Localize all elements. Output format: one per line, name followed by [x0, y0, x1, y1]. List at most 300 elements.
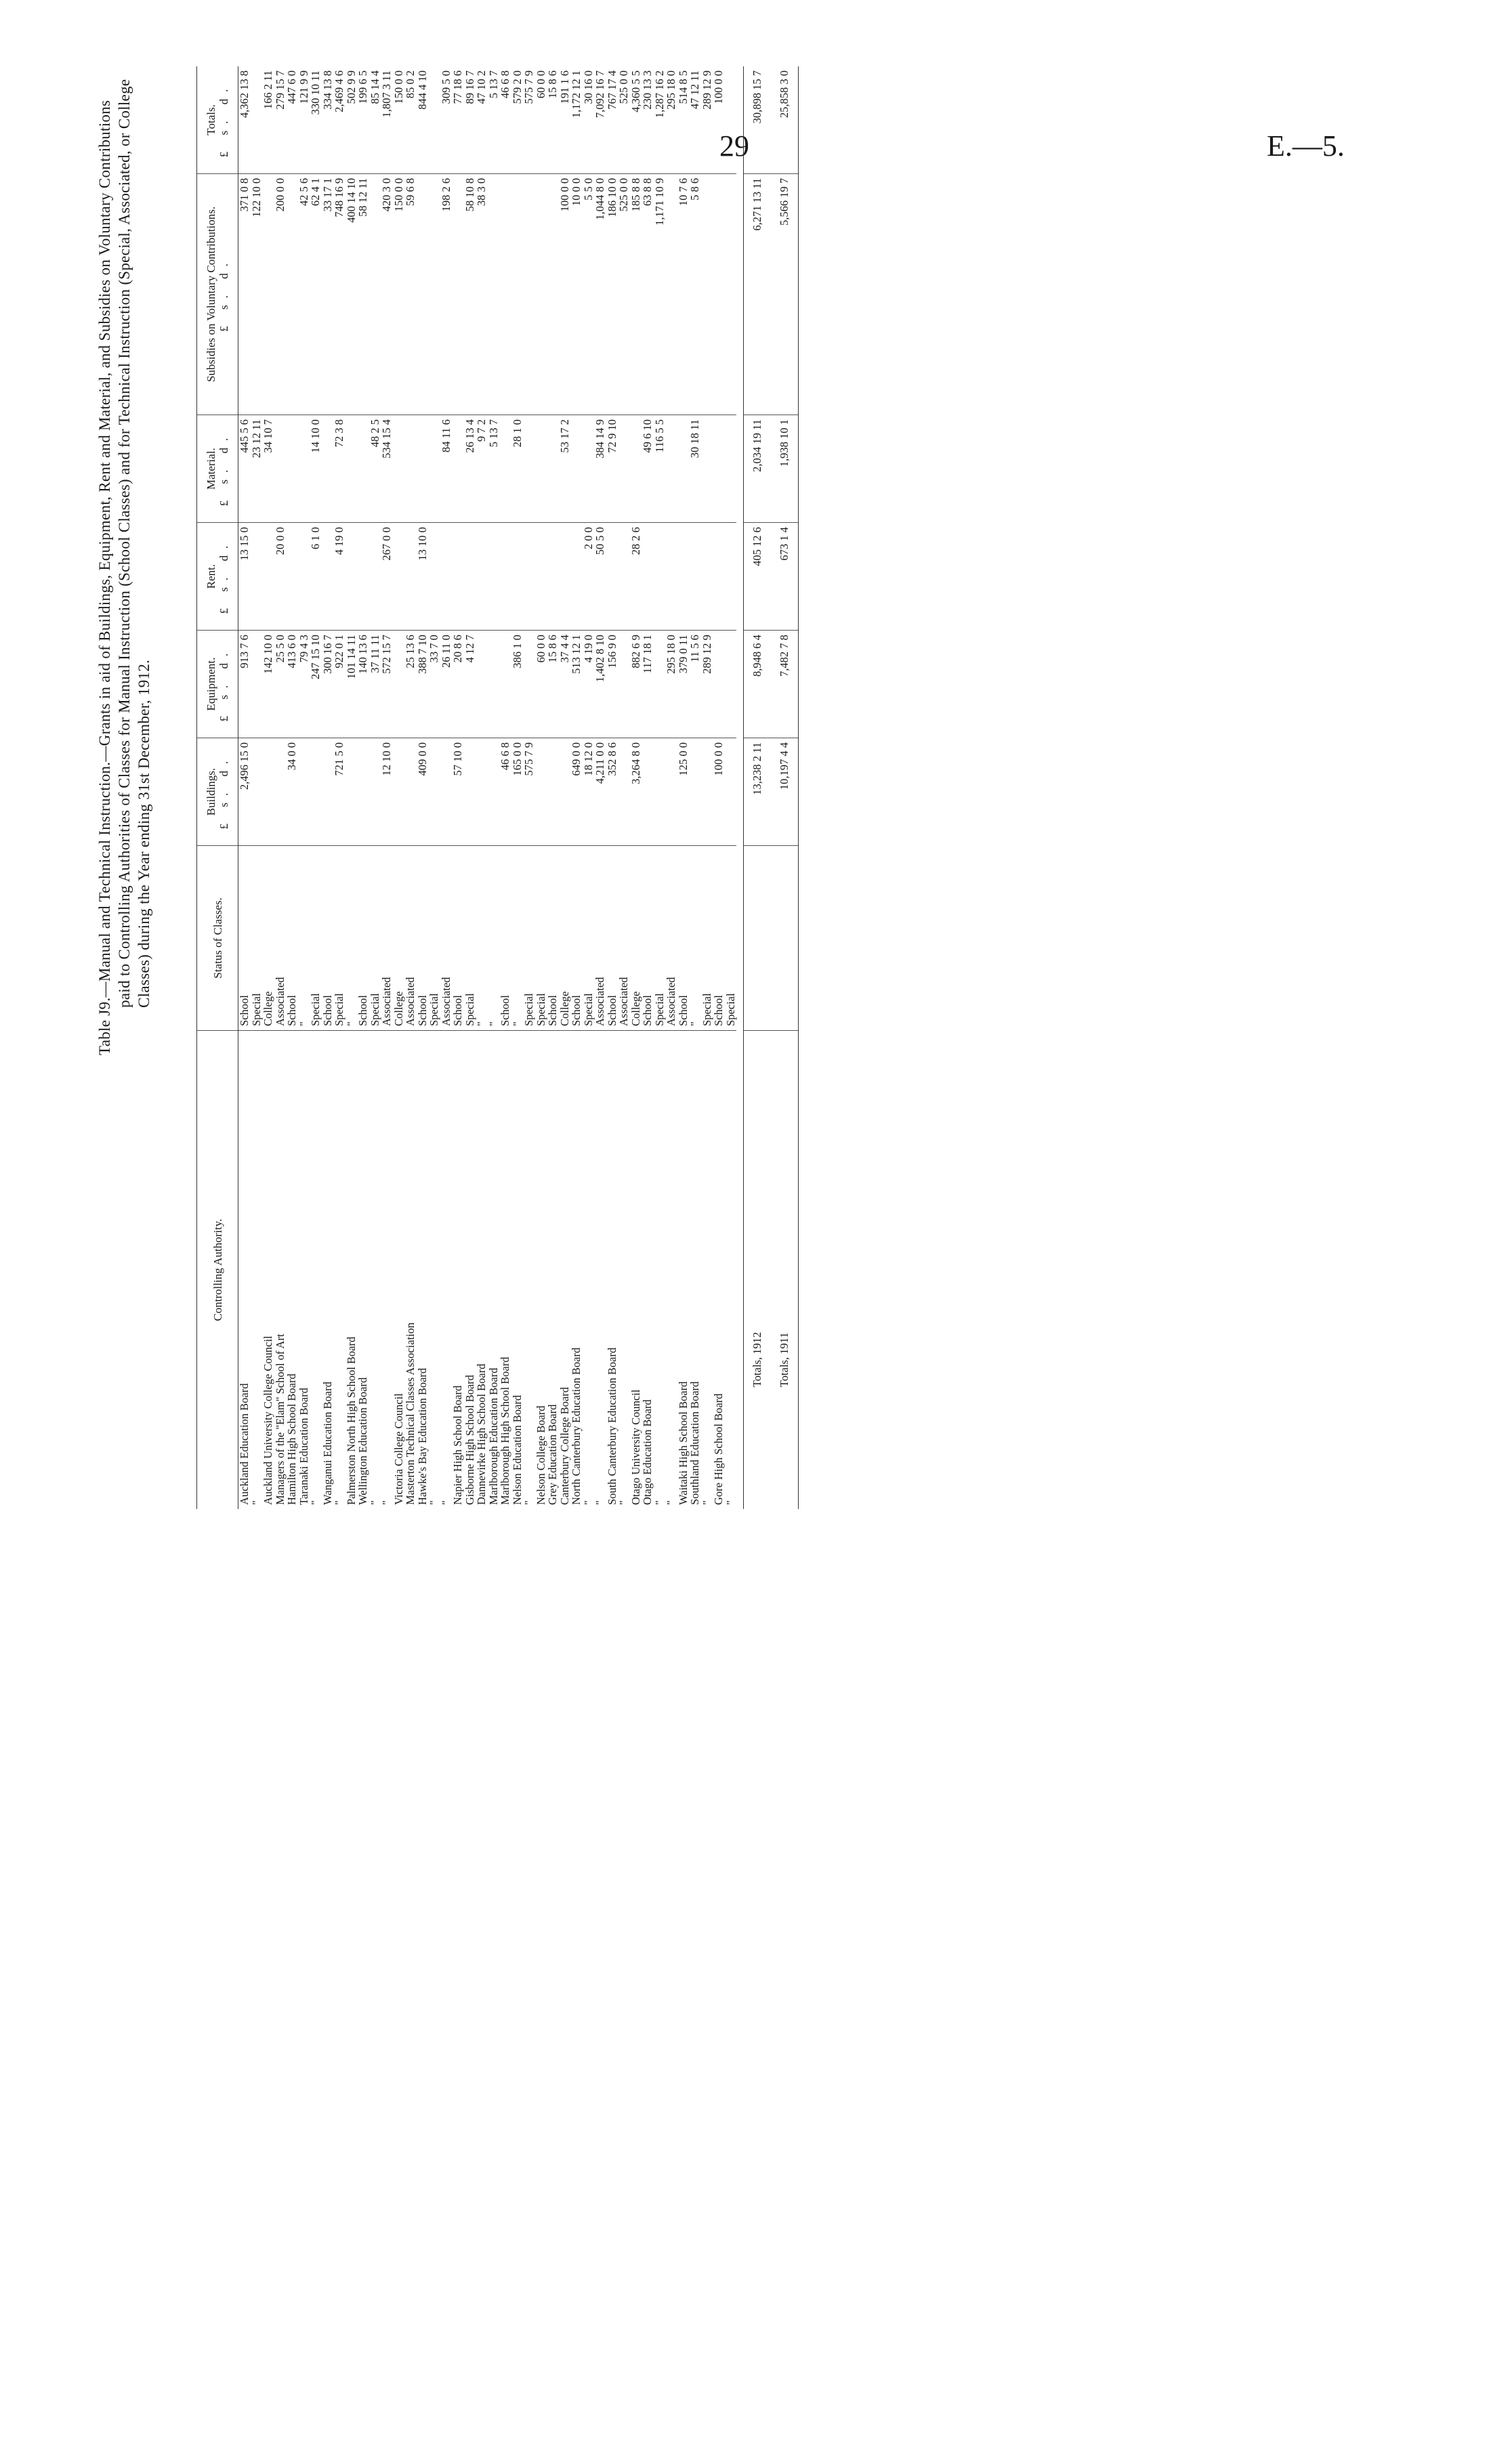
cell-equipment: 513 12 1 [570, 631, 583, 738]
cell-equipment: 37 11 11 [369, 631, 381, 738]
cell-total: 166 2 11 [262, 66, 274, 173]
table-row [642, 66, 654, 1509]
cell-buildings: 165 0 0 [511, 738, 524, 846]
cell-total: 4,362 13 8 [238, 66, 251, 173]
table-row [630, 66, 642, 1509]
cell-total: 330 10 11 [310, 66, 322, 173]
cell-rent [393, 523, 405, 631]
cell-subsidies: 122 10 0 [251, 173, 263, 415]
table-row [238, 66, 251, 1509]
cell-rent [665, 523, 677, 631]
cell-authority: Hawke's Bay Education Board [415, 1367, 429, 1505]
cell-rent [713, 523, 725, 631]
cell-equipment: 60 0 0 [535, 631, 547, 738]
cell-total: 85 0 2 [404, 66, 417, 173]
cell-buildings [298, 738, 310, 846]
cell-material: 14 10 0 [310, 415, 322, 523]
table-row [523, 66, 535, 1509]
cell-material [404, 415, 417, 523]
cell-material [417, 415, 429, 523]
cell-authority: Auckland University College Council [261, 1336, 274, 1505]
cell-authority: " [368, 1500, 381, 1505]
cell-subsidies: 186 10 0 [606, 173, 618, 415]
table-row [464, 66, 476, 1509]
cell-subsidies [547, 173, 559, 415]
cell-status: Special [464, 846, 476, 1031]
cell-equipment: 922 0 1 [333, 631, 345, 738]
cell-status: Special [701, 846, 713, 1031]
cell-rent [298, 523, 310, 631]
total-material: 1,938 10 1 [771, 415, 799, 523]
cell-rent [404, 523, 417, 631]
table-row [583, 66, 595, 1509]
cell-status: Special [725, 846, 737, 1031]
cell-subsidies: 63 8 8 [642, 173, 654, 415]
cell-status: College [630, 846, 642, 1031]
cell-authority: Hamilton High School Board [285, 1374, 298, 1505]
cell-subsidies: 10 7 6 [677, 173, 690, 415]
cell-equipment: 25 13 6 [404, 631, 417, 738]
cell-subsidies: 58 10 8 [464, 173, 476, 415]
cell-rent [286, 523, 298, 631]
cell-status: Special [310, 846, 322, 1031]
cell-rent [642, 523, 654, 631]
cell-equipment [618, 631, 630, 738]
total-buildings: 10,197 4 4 [771, 738, 799, 846]
cell-total: 5 13 7 [488, 66, 500, 173]
cell-buildings: 4,211 0 0 [594, 738, 606, 846]
cell-authority: Southland Education Board [688, 1381, 701, 1505]
cell-total: 85 14 4 [369, 66, 381, 173]
table-row [381, 66, 393, 1509]
cell-equipment [725, 631, 737, 738]
cell-rent [559, 523, 571, 631]
cell-subsidies: 400 14 10 [345, 173, 358, 415]
cell-equipment: 295 18 0 [665, 631, 677, 738]
cell-material: 48 2 5 [369, 415, 381, 523]
cell-material: 384 14 9 [594, 415, 606, 523]
cell-authority: Napier High School Board [451, 1385, 464, 1505]
cell-rent [689, 523, 701, 631]
cell-status: School [547, 846, 559, 1031]
cell-material [713, 415, 725, 523]
cell-buildings [393, 738, 405, 846]
cell-authority: " [581, 1500, 595, 1505]
cell-rent: 6 1 0 [310, 523, 322, 631]
cell-total: 844 4 10 [417, 66, 429, 173]
cell-buildings [428, 738, 440, 846]
cell-total: 575 7 9 [523, 66, 535, 173]
cell-subsidies [701, 173, 713, 415]
cell-authority: Palmerston North High School Board [344, 1336, 358, 1505]
header-subsidies: Subsidies on Voluntary Contributions. £ s. d. [197, 173, 238, 415]
cell-rent [701, 523, 713, 631]
cell-material: 445 5 6 [238, 415, 251, 523]
cell-authority: " [700, 1500, 713, 1505]
table-row [345, 66, 358, 1509]
cell-buildings [345, 738, 358, 846]
cell-total: 15 8 6 [547, 66, 559, 173]
cell-authority: " [249, 1500, 263, 1505]
cell-material: 53 17 2 [559, 415, 571, 523]
cell-material [570, 415, 583, 523]
cell-total: 1,287 16 2 [654, 66, 666, 173]
cell-subsidies [428, 173, 440, 415]
cell-rent [499, 523, 511, 631]
cell-total: 121 9 9 [298, 66, 310, 173]
cell-buildings [665, 738, 677, 846]
cell-buildings [618, 738, 630, 846]
table-row [547, 66, 559, 1509]
cell-buildings [310, 738, 322, 846]
cell-equipment [654, 631, 666, 738]
cell-material [535, 415, 547, 523]
cell-subsidies [262, 173, 274, 415]
cell-authority: " [309, 1500, 322, 1505]
cell-total: 199 6 5 [357, 66, 369, 173]
cell-authority: Managers of the "Elam" School of Art [273, 1334, 287, 1505]
table-row [322, 66, 334, 1509]
cell-buildings [725, 738, 737, 846]
cell-equipment: 101 14 11 [345, 631, 358, 738]
cell-buildings [701, 738, 713, 846]
cell-equipment: 37 4 4 [559, 631, 571, 738]
cell-equipment [499, 631, 511, 738]
cell-authority: Dannevirke High School Board [475, 1363, 488, 1505]
table-row [262, 66, 274, 1509]
header-row [197, 66, 238, 1509]
cell-material: 116 5 5 [654, 415, 666, 523]
cell-buildings [547, 738, 559, 846]
cell-rent: 28 2 6 [630, 523, 642, 631]
cell-material [583, 415, 595, 523]
cell-material [665, 415, 677, 523]
cell-rent [428, 523, 440, 631]
cell-total: 100 0 0 [713, 66, 725, 173]
table-row [440, 66, 453, 1509]
table-row [274, 66, 287, 1509]
cell-equipment: 289 12 9 [701, 631, 713, 738]
cell-buildings [274, 738, 287, 846]
cell-status: School [322, 846, 334, 1031]
cell-buildings: 2,496 15 0 [238, 738, 251, 846]
cell-total: 767 17 4 [606, 66, 618, 173]
cell-rent: 4 19 0 [333, 523, 345, 631]
cell-buildings: 46 6 8 [499, 738, 511, 846]
cell-status: School [452, 846, 464, 1031]
cell-buildings [357, 738, 369, 846]
cell-status: Special [535, 846, 547, 1031]
total-subsidies: 5,566 19 7 [771, 173, 799, 415]
cell-equipment [523, 631, 535, 738]
cell-equipment: 140 13 6 [357, 631, 369, 738]
cell-status: Associated [404, 846, 417, 1031]
spacer-row [736, 66, 744, 1509]
cell-authority: Gore High School Board [712, 1393, 725, 1505]
cell-authority: " [522, 1500, 535, 1505]
cell-buildings: 3,264 8 0 [630, 738, 642, 846]
cell-equipment: 300 16 7 [322, 631, 334, 738]
cell-equipment: 25 5 0 [274, 631, 287, 738]
cell-authority: Waitaki High School Board [676, 1381, 690, 1505]
table-row [689, 66, 701, 1509]
cell-authority: South Canterbury Education Board [605, 1347, 618, 1505]
cell-subsidies [725, 173, 737, 415]
cell-total: 46 6 8 [499, 66, 511, 173]
cell-authority: Taranaki Education Board [297, 1388, 310, 1505]
cell-status: School [677, 846, 690, 1031]
cell-status: School [499, 846, 511, 1031]
cell-subsidies: 5 8 6 [689, 173, 701, 415]
total-authority: Totals, 1911 [771, 1031, 799, 1510]
table-row [369, 66, 381, 1509]
cell-total: 230 13 3 [642, 66, 654, 173]
cell-equipment: 15 8 6 [547, 631, 559, 738]
cell-material [345, 415, 358, 523]
cell-total [251, 66, 263, 173]
cell-authority: Victoria College Council [392, 1393, 405, 1505]
cell-authority: " [439, 1500, 453, 1505]
cell-total: 47 10 2 [476, 66, 488, 173]
cell-material [547, 415, 559, 523]
cell-subsidies: 420 3 0 [381, 173, 393, 415]
cell-status: School [642, 846, 654, 1031]
grants-table [196, 66, 799, 1509]
cell-material [618, 415, 630, 523]
cell-equipment: 388 7 10 [417, 631, 429, 738]
total-rent: 673 1 4 [771, 523, 799, 631]
cell-material [322, 415, 334, 523]
header-buildings: Buildings. £ s. d. [197, 738, 238, 846]
cell-total: 191 1 6 [559, 66, 571, 173]
header-equipment: Equipment. £ s. d. [197, 631, 238, 738]
cell-status: School [417, 846, 429, 1031]
cell-material [701, 415, 713, 523]
cell-subsidies [713, 173, 725, 415]
cell-subsidies [286, 173, 298, 415]
cell-total: 2,469 4 6 [333, 66, 345, 173]
cell-equipment [713, 631, 725, 738]
cell-rent: 13 10 0 [417, 523, 429, 631]
cell-subsidies: 58 12 11 [357, 173, 369, 415]
cell-material [630, 415, 642, 523]
cell-material [499, 415, 511, 523]
total-status [771, 846, 799, 1031]
cell-buildings [559, 738, 571, 846]
cell-total: 334 13 8 [322, 66, 334, 173]
cell-rent [488, 523, 500, 631]
cell-equipment [476, 631, 488, 738]
table-row [725, 66, 737, 1509]
table-row [251, 66, 263, 1509]
cell-authority: " [665, 1500, 677, 1505]
cell-buildings [488, 738, 500, 846]
cell-status: Associated [274, 846, 287, 1031]
cell-rent [452, 523, 464, 631]
cell-material: 5 13 7 [488, 415, 500, 523]
cell-equipment: 1,402 8 10 [594, 631, 606, 738]
cell-status: School [238, 846, 251, 1031]
cell-subsidies [665, 173, 677, 415]
cell-equipment: 4 12 7 [464, 631, 476, 738]
cell-status: School [606, 846, 618, 1031]
cell-material [393, 415, 405, 523]
cell-material [298, 415, 310, 523]
cell-authority: North Canterbury Education Board [570, 1347, 583, 1505]
cell-total: 502 9 9 [345, 66, 358, 173]
cell-status: College [262, 846, 274, 1031]
cell-material: 23 12 11 [251, 415, 263, 523]
cell-total: 289 12 9 [701, 66, 713, 173]
cell-status: Special [369, 846, 381, 1031]
cell-status: " [345, 846, 358, 1031]
cell-equipment [251, 631, 263, 738]
table-row [665, 66, 677, 1509]
cell-total: 295 18 0 [665, 66, 677, 173]
cell-status: College [393, 846, 405, 1031]
table-row [654, 66, 666, 1509]
cell-equipment: 572 15 7 [381, 631, 393, 738]
cell-authority: " [333, 1500, 345, 1505]
cell-subsidies: 198 2 6 [440, 173, 453, 415]
cell-rent: 50 5 0 [594, 523, 606, 631]
cell-equipment: 11 5 6 [689, 631, 701, 738]
cell-equipment: 33 7 0 [428, 631, 440, 738]
cell-rent [262, 523, 274, 631]
table-row [499, 66, 511, 1509]
cell-rent [440, 523, 453, 631]
cell-subsidies: 1,171 10 9 [654, 173, 666, 415]
cell-equipment [393, 631, 405, 738]
cell-buildings: 18 12 0 [583, 738, 595, 846]
cell-status: School [570, 846, 583, 1031]
cell-status: Associated [665, 846, 677, 1031]
cell-material [286, 415, 298, 523]
table-row [713, 66, 725, 1509]
totals-row [771, 66, 799, 1509]
cell-buildings [535, 738, 547, 846]
cell-rent [369, 523, 381, 631]
cell-authority: Nelson Education Board [510, 1395, 524, 1505]
cell-status: College [559, 846, 571, 1031]
total-buildings: 13,238 2 11 [744, 738, 772, 846]
table-row [404, 66, 417, 1509]
total-rent: 405 12 6 [744, 523, 772, 631]
cell-subsidies [488, 173, 500, 415]
cell-subsidies: 62 4 1 [310, 173, 322, 415]
cell-subsidies: 5 5 0 [583, 173, 595, 415]
cell-subsidies: 42 5 6 [298, 173, 310, 415]
cell-subsidies: 38 3 0 [476, 173, 488, 415]
cell-material: 49 6 10 [642, 415, 654, 523]
cell-total: 7,092 16 7 [594, 66, 606, 173]
cell-total: 309 5 0 [440, 66, 453, 173]
table-row [357, 66, 369, 1509]
cell-buildings [322, 738, 334, 846]
cell-authority: " [652, 1500, 666, 1505]
cell-total: 4,360 5 5 [630, 66, 642, 173]
cell-equipment: 386 1 0 [511, 631, 524, 738]
cell-authority: Wellington Education Board [356, 1377, 369, 1505]
cell-equipment: 79 4 3 [298, 631, 310, 738]
cell-total: 77 18 6 [452, 66, 464, 173]
cell-buildings [476, 738, 488, 846]
cell-buildings: 575 7 9 [523, 738, 535, 846]
caption-line-3: Classes) during the Year ending 31st December, 1912. [135, 659, 152, 1008]
cell-buildings [654, 738, 666, 846]
table-row [333, 66, 345, 1509]
cell-buildings: 721 5 0 [333, 738, 345, 846]
cell-subsidies [511, 173, 524, 415]
cell-authority: " [593, 1500, 606, 1505]
cell-authority: Marlborough High School Board [499, 1357, 511, 1505]
cell-equipment: 379 0 11 [677, 631, 690, 738]
cell-material: 72 3 8 [333, 415, 345, 523]
cell-equipment: 913 7 6 [238, 631, 251, 738]
cell-rent: 13 15 0 [238, 523, 251, 631]
table-row [488, 66, 500, 1509]
cell-equipment: 20 8 6 [452, 631, 464, 738]
cell-total [725, 66, 737, 173]
cell-buildings: 34 0 0 [286, 738, 298, 846]
header-totals: Totals. £ s. d. [197, 66, 238, 173]
cell-rent [654, 523, 666, 631]
cell-status: " [476, 846, 488, 1031]
cell-material [274, 415, 287, 523]
cell-equipment: 247 15 10 [310, 631, 322, 738]
cell-rent [618, 523, 630, 631]
cell-rent [523, 523, 535, 631]
header-status: Status of Classes. [197, 846, 238, 1031]
total-equipment: 8,948 6 4 [744, 631, 772, 738]
cell-total: 447 6 0 [286, 66, 298, 173]
cell-subsidies [417, 173, 429, 415]
cell-buildings: 649 0 0 [570, 738, 583, 846]
cell-buildings: 352 8 6 [606, 738, 618, 846]
table-row [298, 66, 310, 1509]
cell-subsidies: 371 0 8 [238, 173, 251, 415]
total-total: 25,858 3 0 [771, 66, 799, 173]
page-number: 29 [719, 129, 749, 163]
cell-total: 1,172 12 1 [570, 66, 583, 173]
table-row [476, 66, 488, 1509]
cell-authority: Otago Education Board [641, 1399, 654, 1505]
table-row [594, 66, 606, 1509]
table-caption [95, 53, 154, 1055]
cell-material [725, 415, 737, 523]
cell-status: Associated [381, 846, 393, 1031]
cell-rent [357, 523, 369, 631]
cell-status: School [286, 846, 298, 1031]
cell-material [428, 415, 440, 523]
table-row [511, 66, 524, 1509]
cell-material [523, 415, 535, 523]
cell-authority: Nelson College Board [534, 1405, 547, 1505]
cell-material: 34 10 7 [262, 415, 274, 523]
cell-rent [345, 523, 358, 631]
cell-total: 279 15 7 [274, 66, 287, 173]
cell-rent [511, 523, 524, 631]
cell-total: 514 8 5 [677, 66, 690, 173]
cell-subsidies [535, 173, 547, 415]
total-subsidies: 6,271 13 11 [744, 173, 772, 415]
cell-subsidies [499, 173, 511, 415]
table-row [428, 66, 440, 1509]
header-authority: Controlling Authority. [197, 1031, 238, 1510]
cell-status: Special [583, 846, 595, 1031]
cell-status: Associated [440, 846, 453, 1031]
cell-status: Special [333, 846, 345, 1031]
